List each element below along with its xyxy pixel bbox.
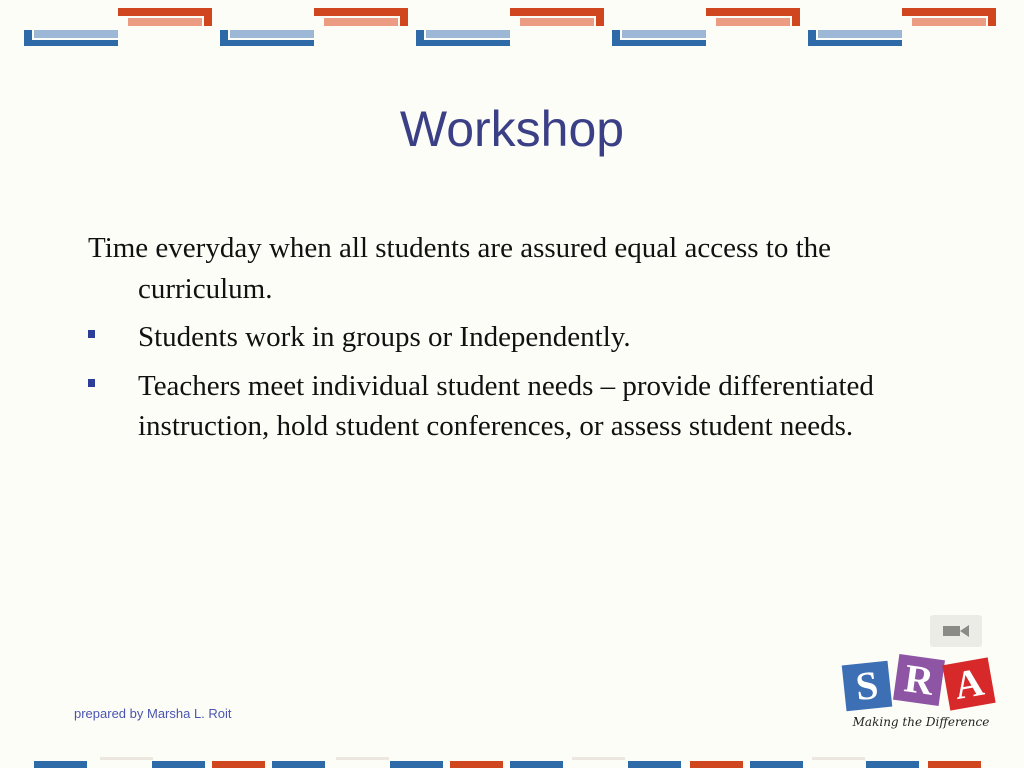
- bullet-text: Students work in groups or Independently.: [138, 321, 631, 353]
- sra-logo: [838, 655, 998, 737]
- video-camera-button[interactable]: [930, 615, 982, 647]
- square-bullet-icon: [88, 379, 95, 387]
- top-decorative-banner: [0, 0, 1024, 50]
- logo-letter-r: R: [893, 654, 945, 706]
- bullet-item: [88, 317, 948, 358]
- logo-tagline: Making the Difference: [852, 715, 990, 729]
- banner-tile: [24, 8, 212, 46]
- logo-letter-a: A: [942, 657, 995, 710]
- bullet-text: Teachers meet individual student needs – provide differentiated instruction, hold student conferences, or assess student needs.: [138, 369, 874, 442]
- banner-tile: [808, 8, 996, 46]
- banner-tile: [612, 8, 800, 46]
- banner-tile: [220, 8, 408, 46]
- lead-paragraph: Time everyday when all students are assured equal access to the curriculum.: [88, 232, 832, 305]
- bottom-decorative-band: [0, 757, 1024, 768]
- square-bullet-icon: [88, 330, 95, 338]
- banner-tile: [416, 8, 604, 46]
- logo-letter-s: S: [842, 661, 893, 712]
- bullet-item: [88, 366, 948, 447]
- slide-body: [88, 228, 948, 455]
- footer-credit: prepared by Marsha L. Roit: [74, 706, 232, 721]
- slide-title: Workshop: [399, 101, 625, 157]
- video-camera-icon: [943, 624, 969, 638]
